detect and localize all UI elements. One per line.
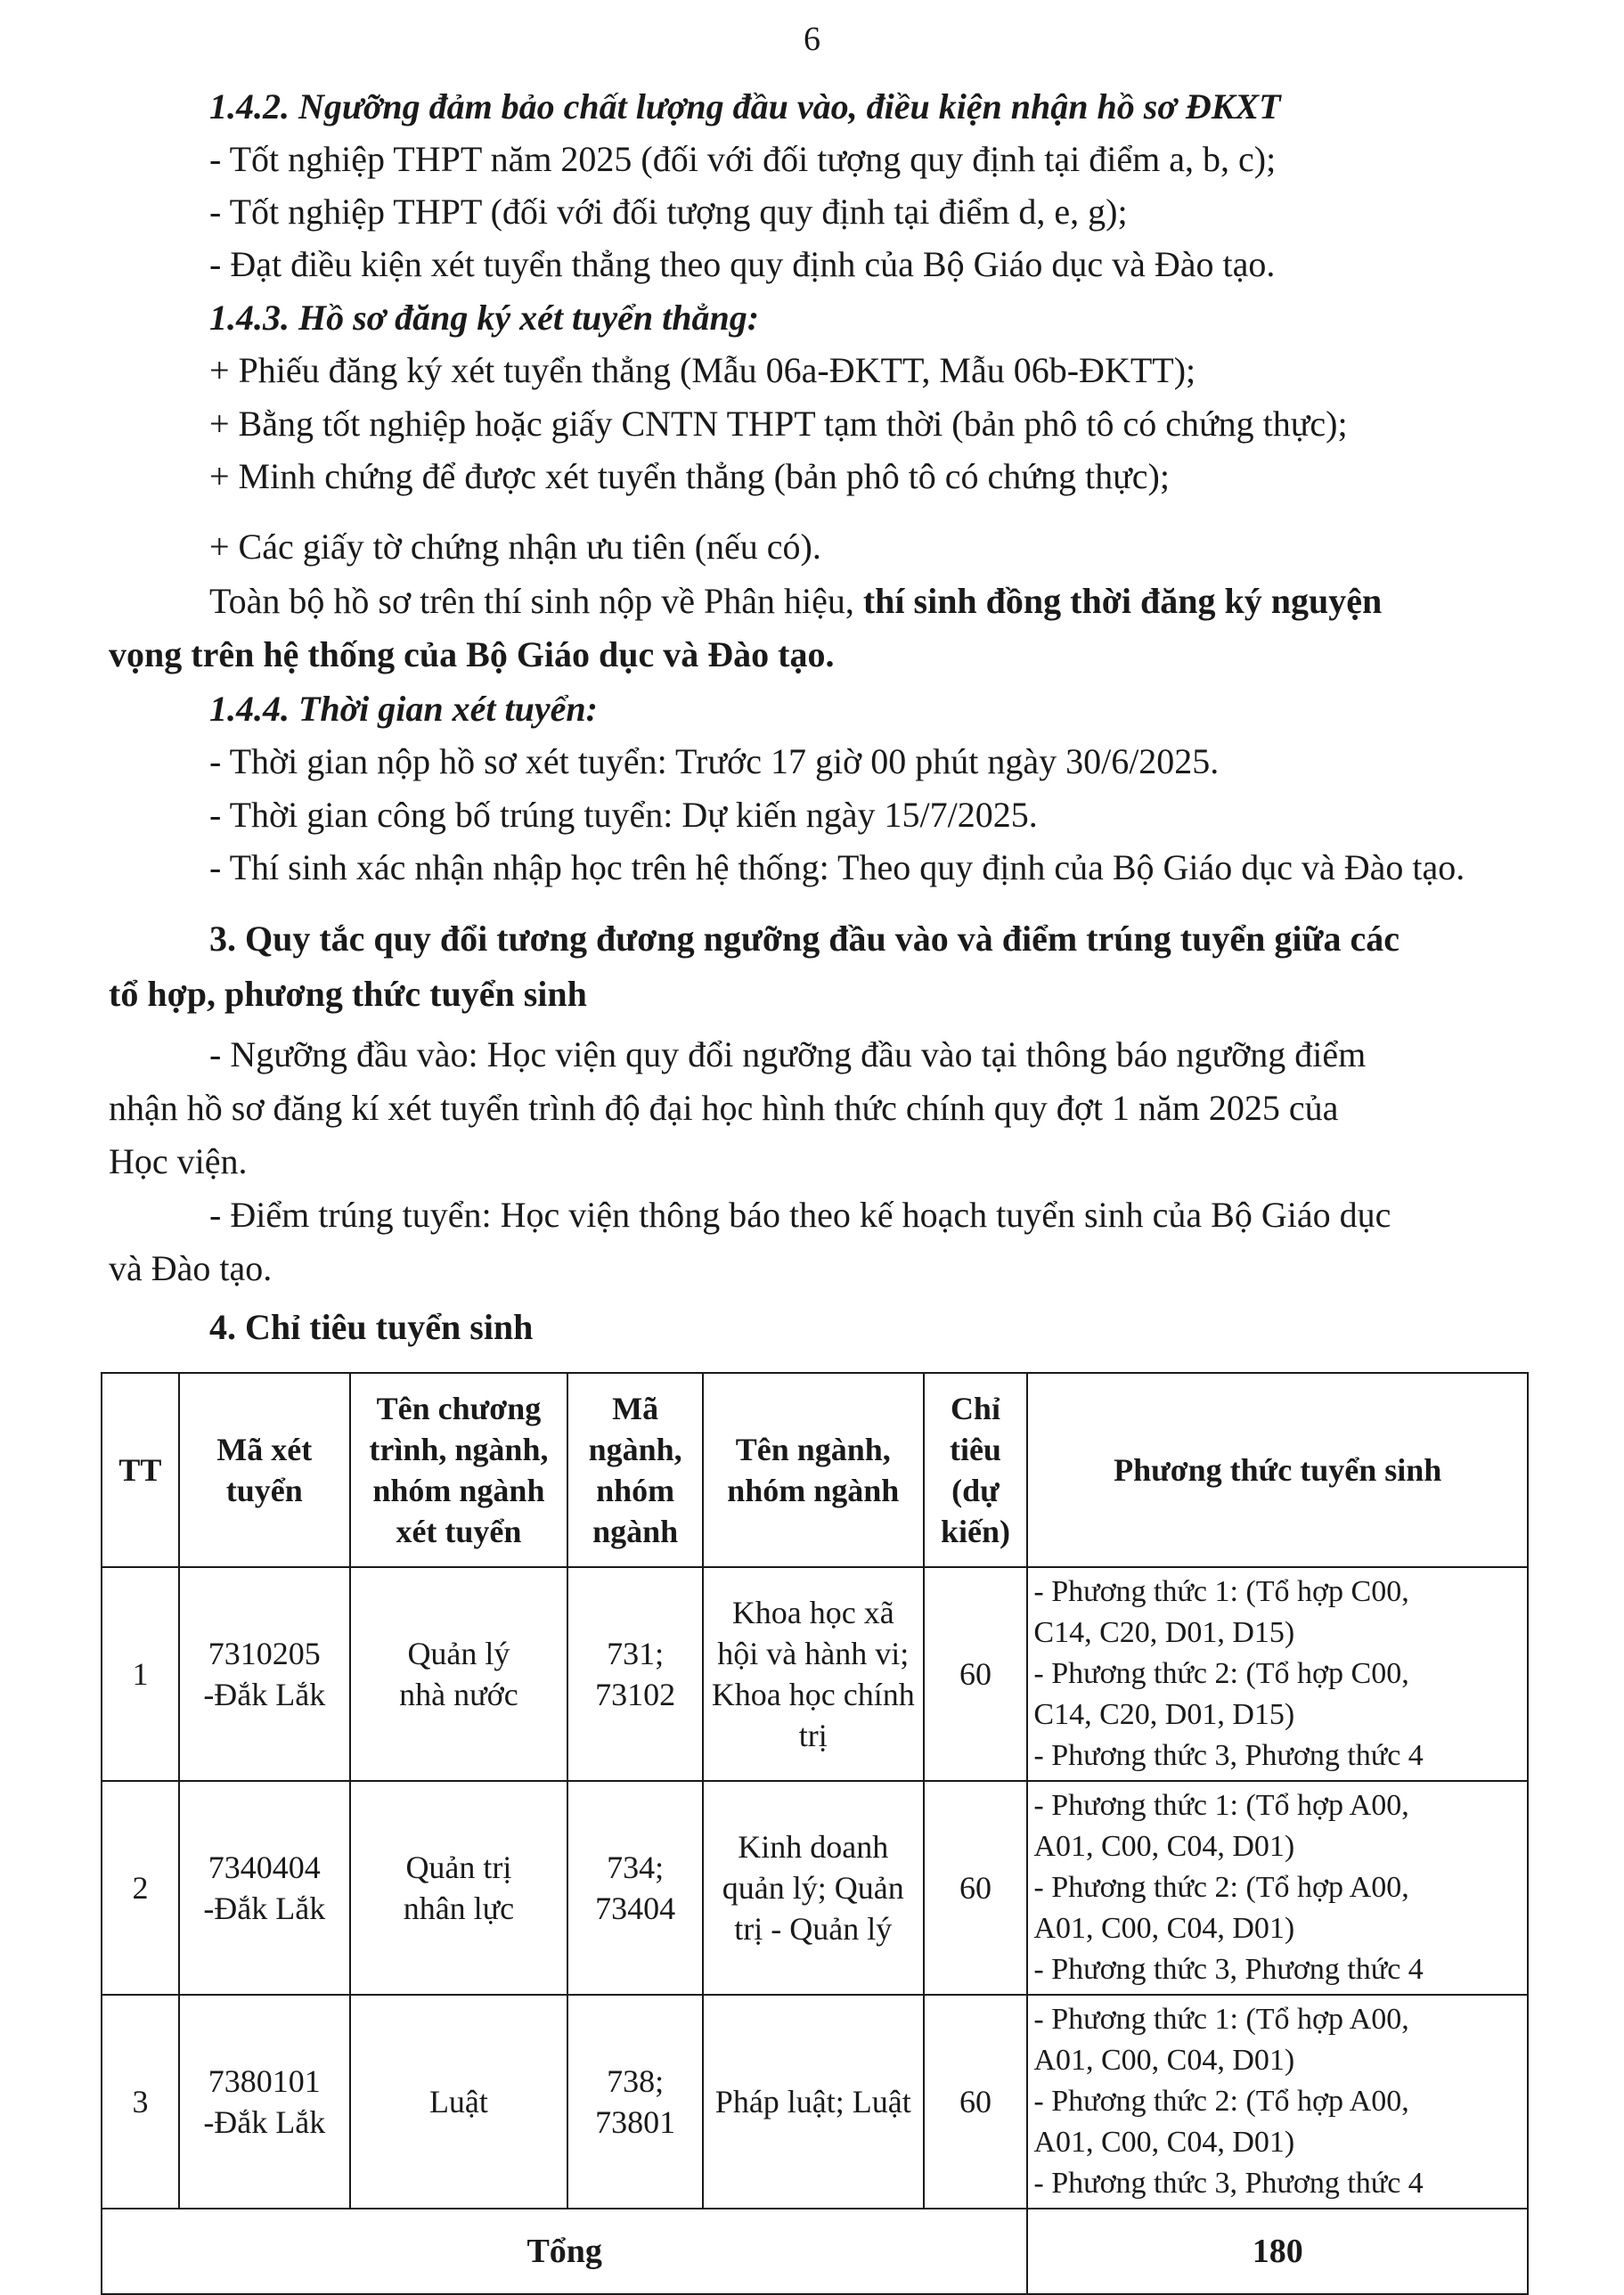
- method-line: - Phương thức 2: (Tổ hợp A00,: [1033, 1871, 1409, 1904]
- header-line: ngành,: [588, 1432, 682, 1467]
- header-tt: TT: [102, 1373, 179, 1567]
- cell-line: 731;: [607, 1636, 665, 1671]
- cell-method: [1027, 1995, 1528, 2209]
- cell-line: trị: [798, 1718, 828, 1753]
- cell-line: -Đắk Lắk: [203, 1891, 326, 1926]
- total-value: 180: [1027, 2209, 1528, 2294]
- paragraph-line: và Đào tạo.: [109, 1248, 273, 1288]
- table-row: [102, 1781, 1528, 1995]
- table-row: [102, 1567, 1528, 1781]
- header-method: Phương thức tuyển sinh: [1027, 1373, 1528, 1567]
- header-line: ngành: [592, 1514, 679, 1549]
- section-3-heading: 3. Quy tắc quy đổi tương đương ngưỡng đầu vào và điểm trúng tuyển giữa các: [209, 919, 1400, 959]
- paragraph-line: - Tốt nghiệp THPT năm 2025 (đối với đối tượng quy định tại điểm a, b, c);: [209, 139, 1277, 179]
- page-number: 6: [804, 20, 820, 58]
- paragraph-line: - Thời gian nộp hồ sơ xét tuyển: Trước 17 giờ 00 phút ngày 30/6/2025.: [209, 741, 1220, 781]
- header-line: Mã xét: [216, 1432, 313, 1467]
- cell-tt: 3: [102, 1995, 179, 2209]
- cell-quota: 60: [924, 1995, 1028, 2209]
- paragraph-line: + Bằng tốt nghiệp hoặc giấy CNTN THPT tạm thời (bản phô tô có chứng thực);: [209, 404, 1348, 444]
- header-major-name: [703, 1373, 923, 1567]
- method-line: - Phương thức 3, Phương thức 4: [1033, 1739, 1424, 1772]
- cell-line: Quản trị: [405, 1850, 512, 1885]
- admission-quota-table: [101, 1372, 1529, 2295]
- method-line: A01, C00, C04, D01): [1033, 2044, 1295, 2077]
- paragraph-line: + Các giấy tờ chứng nhận ưu tiên (nếu có).: [209, 527, 821, 567]
- cell-tt: 2: [102, 1781, 179, 1995]
- table-total-row: [102, 2209, 1528, 2294]
- paragraph-line: - Đạt điều kiện xét tuyển thẳng theo quy định của Bộ Giáo dục và Đào tạo.: [209, 244, 1276, 284]
- method-line: - Phương thức 2: (Tổ hợp A00,: [1033, 2085, 1409, 2118]
- paragraph-line: nhận hồ sơ đăng kí xét tuyển trình độ đại học hình thức chính quy đợt 1 năm 2025 của: [109, 1088, 1339, 1128]
- cell-major-name: [703, 1781, 923, 1995]
- section-1-4-3-heading: 1.4.3. Hồ sơ đăng ký xét tuyển thẳng:: [209, 298, 760, 338]
- cell-line: Kinh doanh: [738, 1829, 889, 1865]
- paragraph-line: - Điểm trúng tuyển: Học viện thông báo theo kế hoạch tuyển sinh của Bộ Giáo dục: [209, 1195, 1391, 1235]
- cell-code: [179, 1567, 350, 1781]
- submission-note: [209, 580, 1382, 623]
- cell-major-name: [703, 1995, 923, 2209]
- header-code: [179, 1373, 350, 1567]
- cell-program: [350, 1995, 568, 2209]
- header-line: tiêu: [949, 1432, 1001, 1467]
- method-line: - Phương thức 2: (Tổ hợp C00,: [1033, 1657, 1409, 1690]
- table-header-row: [102, 1373, 1528, 1567]
- submission-note-bold: thí sinh đồng thời đăng ký nguyện: [862, 581, 1383, 621]
- submission-note-plain: Toàn bộ hồ sơ trên thí sinh nộp về Phân hiệu,: [209, 581, 863, 621]
- header-quota: [924, 1373, 1028, 1567]
- cell-line: 734;: [607, 1850, 665, 1885]
- section-1-4-4-heading: 1.4.4. Thời gian xét tuyển:: [209, 689, 598, 729]
- cell-method: [1027, 1567, 1528, 1781]
- header-program: [350, 1373, 568, 1567]
- method-line: A01, C00, C04, D01): [1033, 1912, 1295, 1945]
- method-line: - Phương thức 1: (Tổ hợp A00,: [1033, 1789, 1409, 1822]
- paragraph-line: + Minh chứng để được xét tuyển thẳng (bản phô tô có chứng thực);: [209, 456, 1170, 496]
- paragraph-line: Học viện.: [109, 1141, 248, 1181]
- cell-line: trị - Quản lý: [734, 1911, 893, 1947]
- method-line: C14, C20, D01, D15): [1033, 1616, 1295, 1649]
- cell-major-code: [567, 1995, 703, 2209]
- section-3-heading-cont: tổ hợp, phương thức tuyển sinh: [109, 974, 587, 1014]
- header-major-code: [567, 1373, 703, 1567]
- header-line: Tên chương: [376, 1391, 542, 1426]
- cell-code: [179, 1781, 350, 1995]
- cell-line: 73404: [595, 1891, 676, 1926]
- cell-major-code: [567, 1781, 703, 1995]
- cell-line: hội và hành vi;: [717, 1636, 910, 1671]
- cell-program: [350, 1781, 568, 1995]
- header-line: tuyển: [225, 1473, 303, 1508]
- section-4-heading: 4. Chỉ tiêu tuyển sinh: [209, 1307, 534, 1347]
- header-line: nhóm: [596, 1473, 675, 1508]
- header-line: (dự: [951, 1473, 1000, 1508]
- table-row: [102, 1995, 1528, 2209]
- cell-line: 73801: [595, 2104, 676, 2140]
- paragraph-line: + Phiếu đăng ký xét tuyển thẳng (Mẫu 06a-ĐKTT, Mẫu 06b-ĐKTT);: [209, 350, 1196, 390]
- cell-tt: 1: [102, 1567, 179, 1781]
- header-line: trình, ngành,: [369, 1432, 549, 1467]
- submission-note-bold-cont: vọng trên hệ thống của Bộ Giáo dục và Đào tạo.: [109, 634, 835, 674]
- cell-quota: 60: [924, 1567, 1028, 1781]
- header-line: xét tuyển: [396, 1514, 522, 1549]
- cell-major-name: [703, 1567, 923, 1781]
- cell-line: Luật: [428, 2084, 488, 2119]
- header-line: kiến): [940, 1514, 1010, 1549]
- method-line: A01, C00, C04, D01): [1033, 2126, 1295, 2159]
- cell-line: Khoa học xã: [731, 1595, 894, 1630]
- cell-line: -Đắk Lắk: [203, 2104, 326, 2140]
- section-1-4-2-heading: 1.4.2. Ngưỡng đảm bảo chất lượng đầu vào, điều kiện nhận hồ sơ ĐKXT: [209, 86, 1281, 127]
- cell-line: 7380101: [208, 2063, 321, 2099]
- cell-line: nhà nước: [399, 1677, 518, 1712]
- cell-major-code: [567, 1567, 703, 1781]
- paragraph-line: - Tốt nghiệp THPT (đối với đối tượng quy định tại điểm d, e, g);: [209, 192, 1128, 232]
- header-line: nhóm ngành: [727, 1473, 900, 1508]
- cell-quota: 60: [924, 1781, 1028, 1995]
- method-line: - Phương thức 3, Phương thức 4: [1033, 2167, 1424, 2200]
- cell-line: -Đắk Lắk: [203, 1677, 326, 1712]
- cell-line: nhân lực: [403, 1891, 515, 1926]
- method-line: C14, C20, D01, D15): [1033, 1698, 1295, 1731]
- header-line: Chỉ: [950, 1391, 1000, 1426]
- cell-line: Khoa học chính: [711, 1677, 915, 1712]
- cell-line: 73102: [595, 1677, 676, 1712]
- cell-line: Pháp luật; Luật: [714, 2084, 911, 2119]
- cell-line: quản lý; Quản: [722, 1870, 904, 1906]
- method-line: A01, C00, C04, D01): [1033, 1830, 1295, 1863]
- method-line: - Phương thức 3, Phương thức 4: [1033, 1953, 1424, 1986]
- cell-line: Quản lý: [407, 1636, 510, 1671]
- method-line: - Phương thức 1: (Tổ hợp C00,: [1033, 1575, 1409, 1608]
- cell-line: 7310205: [208, 1636, 321, 1671]
- header-line: nhóm ngành: [372, 1473, 545, 1508]
- cell-method: [1027, 1781, 1528, 1995]
- header-line: Mã: [612, 1391, 659, 1426]
- paragraph-line: - Ngưỡng đầu vào: Học viện quy đổi ngưỡng đầu vào tại thông báo ngưỡng điểm: [209, 1034, 1367, 1074]
- cell-line: 7340404: [208, 1850, 321, 1885]
- paragraph-line: - Thời gian công bố trúng tuyển: Dự kiến ngày 15/7/2025.: [209, 795, 1038, 835]
- cell-code: [179, 1995, 350, 2209]
- paragraph-line: - Thí sinh xác nhận nhập học trên hệ thống: Theo quy định của Bộ Giáo dục và Đào tạo.: [209, 847, 1465, 887]
- method-line: - Phương thức 1: (Tổ hợp A00,: [1033, 2003, 1409, 2036]
- header-line: Tên ngành,: [735, 1432, 891, 1467]
- cell-line: 738;: [607, 2063, 665, 2099]
- total-label: Tổng: [102, 2209, 1027, 2294]
- cell-program: [350, 1567, 568, 1781]
